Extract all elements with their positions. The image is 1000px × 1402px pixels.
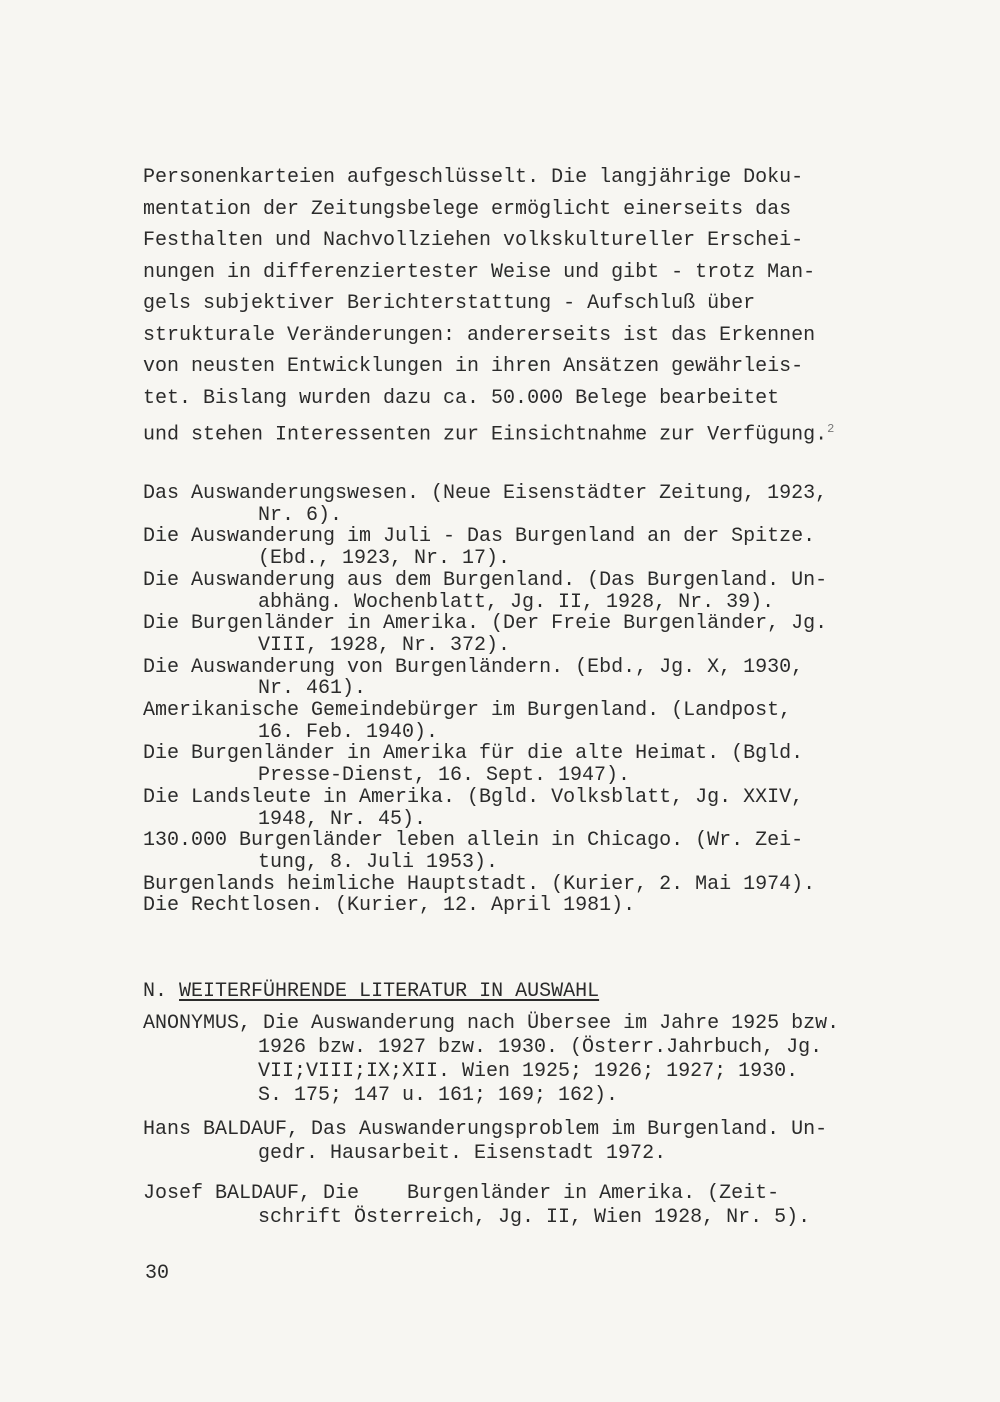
reference-entry	[143, 483, 923, 526]
reference-entry	[143, 830, 923, 873]
reference-line: Die Burgenländer in Amerika. (Der Freie Burgenländer, Jg.	[143, 612, 828, 636]
literature-entry	[143, 1012, 923, 1108]
reference-entry	[143, 874, 923, 896]
reference-line-continued: Nr. 6).	[258, 503, 343, 527]
reference-line-continued: Presse-Dienst, 16. Sept. 1947).	[258, 764, 631, 788]
section-heading	[143, 980, 599, 1004]
paragraph-line-last	[143, 414, 903, 451]
newspaper-references	[143, 483, 923, 917]
literature-line: Hans BALDAUF, Das Auswanderungsproblem im Burgenland. Un-	[143, 1118, 828, 1141]
reference-line-continued: 1948, Nr. 45).	[258, 807, 427, 831]
reference-line: Die Landsleute in Amerika. (Bgld. Volksblatt, Jg. XXIV,	[143, 785, 804, 809]
reference-line-continued: Nr. 461).	[258, 677, 367, 701]
paragraph-line: von neusten Entwicklungen in ihren Ansätzen gewährleis-	[143, 355, 804, 378]
paragraph-line: gels subjektiver Berichterstattung - Aufschluß über	[143, 292, 756, 315]
reference-line: Das Auswanderungswesen. (Neue Eisenstädter Zeitung, 1923,	[143, 482, 828, 505]
footnote-marker: 2	[827, 422, 835, 436]
literature-line-continued: VII;VIII;IX;XII. Wien 1925; 1926; 1927; 1930.	[258, 1060, 799, 1083]
reference-line-continued: 16. Feb. 1940).	[258, 720, 439, 744]
reference-entry	[143, 570, 923, 613]
reference-entry	[143, 700, 923, 743]
section-title: WEITERFÜHRENDE LITERATUR IN AUSWAHL	[179, 980, 600, 1003]
reference-line: Die Rechtlosen. (Kurier, 12. April 1981).	[143, 894, 636, 918]
reference-entry	[143, 657, 923, 700]
paragraph-line-text: und stehen Interessenten zur Einsichtnahme zur Verfügung.	[143, 423, 828, 447]
paragraph-line: tet. Bislang wurden dazu ca. 50.000 Belege bearbeitet	[143, 386, 780, 410]
literature-line-continued: 1926 bzw. 1927 bzw. 1930. (Österr.Jahrbuch, Jg.	[258, 1036, 823, 1059]
reference-line: Burgenlands heimliche Hauptstadt. (Kurier, 2. Mai 1974).	[143, 872, 816, 896]
literature-line-continued: S. 175; 147 u. 161; 169; 162).	[258, 1084, 619, 1107]
reference-line: Die Burgenländer in Amerika für die alte Heimat. (Bgld.	[143, 742, 804, 766]
paragraph-line: mentation der Zeitungsbelege ermöglicht einerseits das	[143, 197, 792, 221]
reference-line: Die Auswanderung von Burgenländern. (Ebd., Jg. X, 1930,	[143, 655, 804, 679]
reference-entry	[143, 526, 923, 569]
reference-line-continued: (Ebd., 1923, Nr. 17).	[258, 547, 511, 571]
literature-entry	[143, 1118, 923, 1166]
literature-line-continued: gedr. Hausarbeit. Eisenstadt 1972.	[258, 1142, 667, 1165]
reference-line: Die Auswanderung aus dem Burgenland. (Das Burgenland. Un-	[143, 568, 828, 592]
paragraph-line: Personenkarteien aufgeschlüsselt. Die langjährige Doku-	[143, 166, 804, 189]
reference-line-continued: abhäng. Wochenblatt, Jg. II, 1928, Nr. 39).	[258, 590, 775, 614]
literature-line-continued: schrift Österreich, Jg. II, Wien 1928, Nr. 5).	[258, 1206, 811, 1229]
literature-line: ANONYMUS, Die Auswanderung nach Übersee im Jahre 1925 bzw.	[143, 1012, 840, 1035]
paragraph-line: Festhalten und Nachvollziehen volkskultureller Erschei-	[143, 229, 804, 252]
reference-entry	[143, 895, 923, 917]
body-paragraph	[143, 162, 903, 451]
reference-line-continued: tung, 8. Juli 1953).	[258, 850, 499, 874]
reference-entry	[143, 743, 923, 786]
literature-line: Josef BALDAUF, Die Burgenländer in Amerika. (Zeit-	[143, 1182, 780, 1205]
reference-entry	[143, 787, 923, 830]
reference-line: Die Auswanderung im Juli - Das Burgenland an der Spitze.	[143, 525, 816, 549]
paragraph-line: nungen in differenziertester Weise und gibt - trotz Man-	[143, 260, 816, 284]
reference-line-continued: VIII, 1928, Nr. 372).	[258, 633, 511, 657]
reference-entry	[143, 613, 923, 656]
page-number: 30	[145, 1262, 170, 1285]
reference-line: 130.000 Burgenländer leben allein in Chicago. (Wr. Zei-	[143, 829, 804, 853]
reference-line: Amerikanische Gemeindebürger im Burgenland. (Landpost,	[143, 699, 792, 723]
literature-entry	[143, 1182, 923, 1230]
paragraph-line: strukturale Veränderungen: andererseits ist das Erkennen	[143, 323, 816, 347]
section-number: N.	[143, 980, 168, 1003]
